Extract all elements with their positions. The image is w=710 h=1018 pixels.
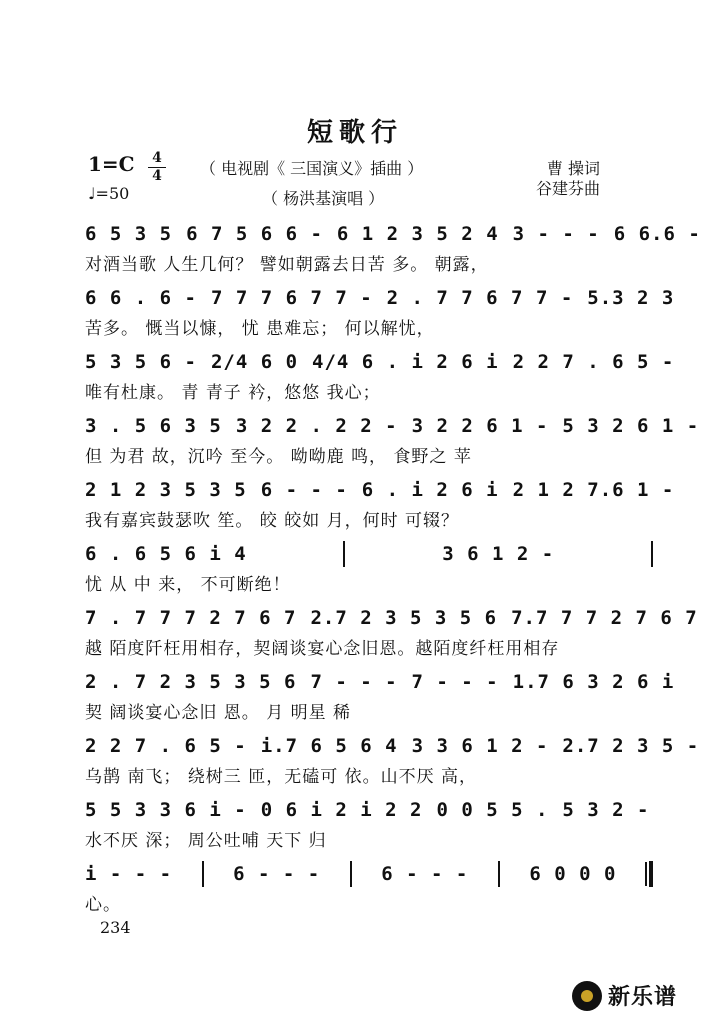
measure: 2.7 2 3 5 3 5 6 <box>310 607 498 629</box>
measure: 5 3 5 6 - <box>85 351 197 373</box>
lyric-line: 但 为君 故，沉吟 至今。 呦呦鹿 鸣， 食野之 苹 <box>85 447 472 467</box>
music-system <box>85 400 700 467</box>
barline <box>350 861 352 887</box>
lyric-line: 忧 从 中 来， 不可断绝！ <box>85 575 291 595</box>
measure: i - - - <box>85 863 173 885</box>
music-system <box>85 656 675 723</box>
measure: 6 1 2 3 5 2 4 <box>336 223 499 245</box>
music-system <box>85 272 675 339</box>
measure: 7.7 7 7 2 7 6 7 <box>511 607 698 629</box>
lyric-line: 我有嘉宾鼓瑟吹 笙。 皎 皎如 月，何时 可辍？ <box>85 511 460 531</box>
measure: i.7 6 5 6 4 <box>260 735 398 757</box>
measure: 2 . 7 2 3 5 3 5 6 <box>85 671 297 693</box>
singer-credit: （ 杨洪基演唱 ） <box>262 189 385 208</box>
barline <box>651 541 653 567</box>
measure: 6 6 . 6 - <box>85 287 197 309</box>
lyric-line: 心。 <box>85 895 121 915</box>
song-title: 短歌行 <box>306 118 403 148</box>
tempo-marking: ♩=50 <box>88 184 130 203</box>
lyric-line: 苦多。 慨当以慷， 忧 患难忘； 何以解忧， <box>85 319 435 339</box>
measure: 3 3 6 1 2 - <box>411 735 549 757</box>
lyric-line: 唯有杜康。 青 青子 衿，悠悠 我心； <box>85 383 381 403</box>
notation-line <box>85 732 700 760</box>
notation-line <box>85 220 701 248</box>
watermark-logo <box>572 980 677 1011</box>
measure: 5 5 3 3 6 i - <box>85 799 247 821</box>
notation-line <box>85 284 675 312</box>
measure: 4/4 6 . i 2 6 i <box>312 351 499 373</box>
barline <box>649 861 653 887</box>
measure: 6 - - - <box>260 479 348 501</box>
notation-line <box>85 540 660 568</box>
notation-line <box>85 796 660 824</box>
composer-credit: 谷建芬曲 <box>535 179 600 198</box>
measure: 6 . 6 5 6 i 4 <box>85 543 247 565</box>
notation-line <box>85 348 675 376</box>
measure: 7 7 7 6 7 7 - <box>210 287 373 309</box>
measure: 2 2 7 . 6 5 - <box>512 351 675 373</box>
lyric-line: 乌鹊 南飞； 绕树三 匝，无磕可 依。山不厌 高， <box>85 767 478 787</box>
music-system <box>85 528 660 595</box>
measure: 7 . 7 7 7 2 7 6 7 <box>85 607 297 629</box>
measure: 3 2 2 6 1 - <box>411 415 549 437</box>
measure: 2 1 2 3 5 3 5 <box>85 479 247 501</box>
music-system <box>85 336 675 403</box>
lyric-line: 对酒当歌 人生几何？ 譬如朝露去日苦 多。 朝露， <box>85 255 489 275</box>
measure: 5 3 2 6 1 - <box>562 415 700 437</box>
measure: 6 . i 2 6 i <box>361 479 499 501</box>
measure: 0 0 5 5 . <box>436 799 549 821</box>
notation-line <box>85 604 698 632</box>
measure: 3 6 1 2 - <box>442 543 555 565</box>
key-signature: 1=C <box>88 152 135 176</box>
music-system <box>85 592 698 659</box>
measure: 2 . 7 7 6 7 7 - <box>386 287 574 309</box>
measure: 7 - - - <box>411 671 499 693</box>
measure: 2 1 2 7.6 1 - <box>512 479 675 501</box>
measure: 6 - - - <box>381 863 469 885</box>
measure: 7 - - - <box>310 671 398 693</box>
time-signature <box>148 150 166 185</box>
record-disc-icon <box>572 981 602 1011</box>
measure: 5.3 2 3 <box>587 287 675 309</box>
lyric-line: 越 陌度阡枉用相存，契阔谈宴心念旧恩。越陌度纤枉用相存 <box>85 639 560 659</box>
notation-line <box>85 668 675 696</box>
notation-line <box>85 412 700 440</box>
lyricist-credit: 曹 操词 <box>546 159 600 178</box>
measure: 6 6.6 - <box>613 223 701 245</box>
measure: 1.7 6 3 2 6 i <box>512 671 675 693</box>
lyric-line: 水不厌 深； 周公吐哺 天下 归 <box>85 831 327 851</box>
measure: 3 2 2 . 2 2 - <box>235 415 398 437</box>
measure: 3 . 5 6 3 5 <box>85 415 222 437</box>
measure: 2.7 2 3 5 - <box>562 735 700 757</box>
measure: 6 5 3 5 <box>85 223 173 245</box>
notation-line <box>85 860 660 888</box>
measure: 2/4 6 0 <box>210 351 299 373</box>
watermark-text: 新乐谱 <box>608 985 678 1010</box>
music-system <box>85 848 660 915</box>
music-system <box>85 464 675 531</box>
measure: 6 7 5 6 6 - <box>186 223 323 245</box>
music-system <box>85 720 700 787</box>
music-system <box>85 208 701 275</box>
measure: 3 - - - <box>512 223 600 245</box>
subtitle: （ 电视剧《 三国演义》插曲 ） <box>200 159 424 178</box>
lyric-line: 契 阔谈宴心念旧 恩。 月 明星 稀 <box>85 703 352 723</box>
barline <box>498 861 500 887</box>
measure: 6 0 0 0 <box>529 863 617 885</box>
measure: 0 6 i 2 i 2 2 <box>260 799 423 821</box>
measure: 5 3 2 - <box>562 799 650 821</box>
barline <box>202 861 204 887</box>
measure: 6 - - - <box>233 863 321 885</box>
measure: 2 2 7 . 6 5 - <box>85 735 247 757</box>
time-signature-top: 4 <box>152 150 162 166</box>
notation-line <box>85 476 675 504</box>
time-signature-bottom: 4 <box>152 168 162 184</box>
barline <box>343 541 345 567</box>
page-number: 234 <box>100 918 131 937</box>
music-system <box>85 784 660 851</box>
